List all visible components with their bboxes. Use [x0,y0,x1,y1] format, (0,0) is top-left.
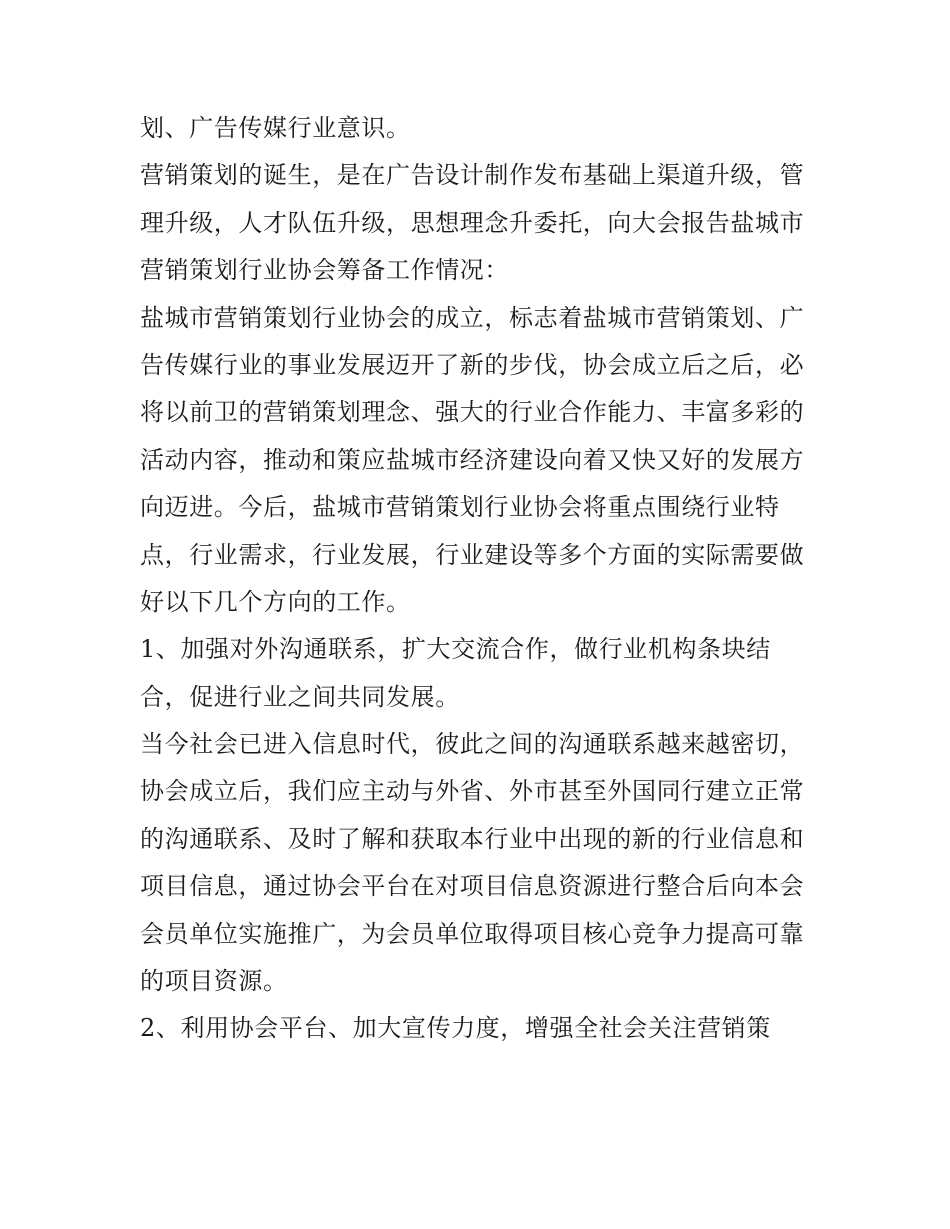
text-line: 项目信息，通过协会平台在对项目信息资源进行整合后向本会 [140,872,805,901]
text-line: 1、加强对外沟通联系，扩大交流合作，做行业机构条块结 [140,635,771,664]
document-body [140,105,820,1053]
text-line: 的沟通联系、及时了解和获取本行业中出现的新的行业信息和 [140,824,805,853]
text-line: 盐城市营销策划行业协会的成立，标志着盐城市营销策划、广 [140,303,805,332]
text-line: 的项目资源。 [140,967,288,996]
text-line: 会员单位实施推广，为会员单位取得项目核心竞争力提高可靠 [140,919,805,948]
text-line: 向迈进。今后，盐城市营销策划行业协会将重点围绕行业特 [140,493,780,522]
text-line: 告传媒行业的事业发展迈开了新的步伐，协会成立后之后，必 [140,350,805,379]
text-line: 营销策划的诞生，是在广告设计制作发布基础上渠道升级，管 [140,161,805,190]
text-line: 点，行业需求，行业发展，行业建设等多个方面的实际需要做 [140,540,805,569]
text-line: 好以下几个方向的工作。 [140,587,411,616]
text-line: 将以前卫的营销策划理念、强大的行业合作能力、丰富多彩的 [140,398,805,427]
text-line: 划、广告传媒行业意识。 [140,114,411,142]
text-line: 合，促进行业之间共同发展。 [140,682,460,711]
text-line: 营销策划行业协会筹备工作情况： [140,256,509,285]
text-line: 协会成立后，我们应主动与外省、外市甚至外国同行建立正常 [140,777,805,806]
text-line: 理升级，人才队伍升级，思想理念升委托，向大会报告盐城市 [140,208,805,237]
text-line: 活动内容，推动和策应盐城市经济建设向着又快又好的发展方 [140,445,805,474]
text-line: 当今社会已进入信息时代，彼此之间的沟通联系越来越密切， [140,730,805,759]
text-line: 2、利用协会平台、加大宣传力度，增强全社会关注营销策 [140,1014,771,1043]
